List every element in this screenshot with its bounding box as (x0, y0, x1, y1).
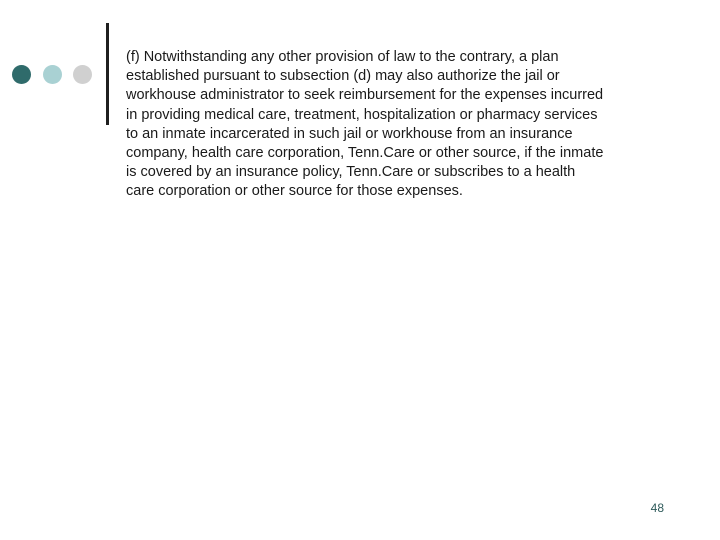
gray-dot-icon (73, 65, 92, 84)
slide-body-text: (f) Notwithstanding any other provision of law to the contrary, a plan established pursuant to subsection (d) may also authorize the jail or workhouse administrator to seek reimbursement for the expenses incurred in providing medical care, treatment, hospitalization or pharmacy services to an inmate incarcerated in such jail or workhouse from an insurance company, health care corporation, Tenn.Care or other source, if the inmate is covered by an insurance policy, Tenn.Care or subscribes to a health care corporation or other source for those expenses. (126, 49, 604, 200)
light-teal-dot-icon (43, 65, 62, 84)
decorative-dots (12, 65, 94, 85)
vertical-rule (106, 23, 109, 125)
dark-teal-dot-icon (12, 65, 31, 84)
page-number: 48 (650, 501, 664, 515)
